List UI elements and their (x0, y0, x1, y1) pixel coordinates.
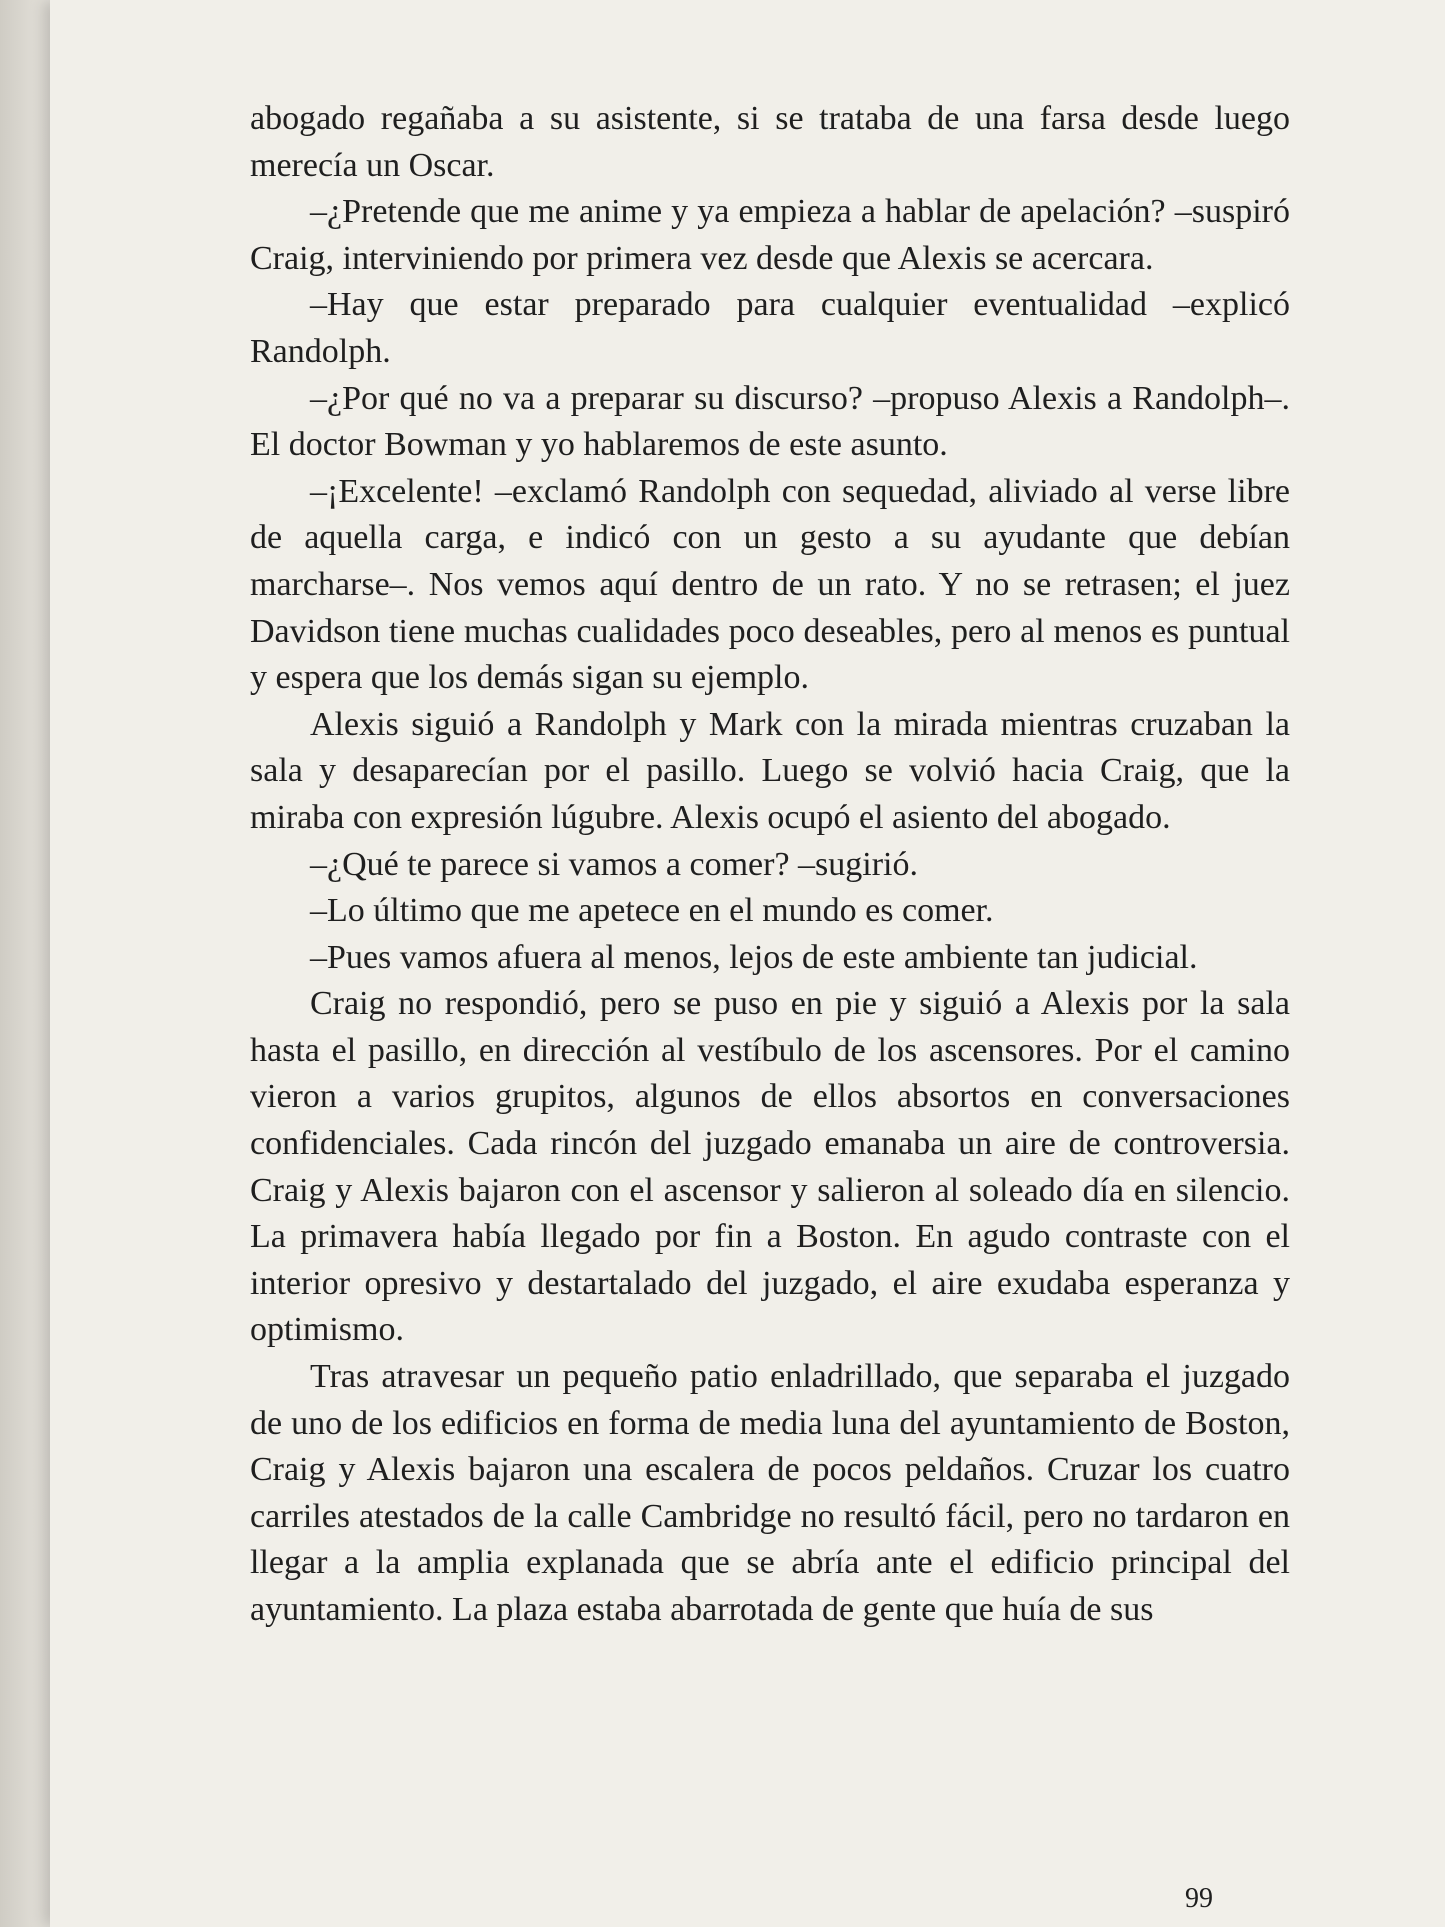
paragraph: –¡Excelente! –exclamó Randolph con sequedad, aliviado al verse libre de aquella carga, e indicó con un gesto a su ayudante que debían marcharse–. Nos vemos aquí dentro de un rato. Y no se retrasen; el juez Davidson tiene muchas cualidades poco deseables, pero al menos es puntual y espera que los demás sigan su ejemplo. (250, 472, 1290, 697)
book-gutter (0, 0, 50, 1927)
paragraph: abogado regañaba a su asistente, si se trataba de una farsa desde luego merecía un Oscar. (250, 100, 1290, 184)
body-text (250, 96, 1290, 1634)
paragraph: –Pues vamos afuera al menos, lejos de este ambiente tan judicial. (310, 938, 1198, 976)
paragraph: Craig no respondió, pero se puso en pie y siguió a Alexis por la sala hasta el pasillo, en dirección al vestíbulo de los ascensores. Por el camino vieron a varios grupitos, algunos de ellos absortos en conversaciones confidenciales. Cada rincón del juzgado emanaba un aire de controversia. Craig y Alexis bajaron con el ascensor y salieron al soleado día en silencio. La primavera había llegado por fin a Boston. En agudo contraste con el interior opresivo y destartalado del juzgado, el aire exudaba esperanza y optimismo. (250, 985, 1290, 1349)
paragraph: –¿Pretende que me anime y ya empieza a hablar de apelación? –suspiró Craig, interviniendo por primera vez desde que Alexis se acercara. (250, 193, 1290, 277)
paragraph: –Lo último que me apetece en el mundo es comer. (310, 892, 994, 930)
paragraph: Tras atravesar un pequeño patio enladrillado, que separaba el juzgado de uno de los edificios en forma de media luna del ayuntamiento de Boston, Craig y Alexis bajaron una escalera de pocos peldaños. Cruzar los cuatro carriles atestados de la calle Cambridge no resultó fácil, pero no tardaron en llegar a la amplia explanada que se abría ante el edificio principal del ayuntamiento. La plaza estaba abarrotada de gente que huía de sus (250, 1358, 1290, 1628)
paragraph: –¿Qué te parece si vamos a comer? –sugirió. (310, 845, 918, 883)
paragraph: –Hay que estar preparado para cualquier eventualidad –explicó Randolph. (250, 286, 1290, 370)
page-number: 99 (1185, 1883, 1213, 1914)
paragraph: –¿Por qué no va a preparar su discurso? –propuso Alexis a Randolph–. El doctor Bowman y yo hablaremos de este asunto. (250, 379, 1290, 464)
paragraph: Alexis siguió a Randolph y Mark con la mirada mientras cruzaban la sala y desaparecían por el pasillo. Luego se volvió hacia Craig, que la miraba con expresión lúgubre. Alexis ocupó el asiento del abogado. (250, 705, 1290, 836)
